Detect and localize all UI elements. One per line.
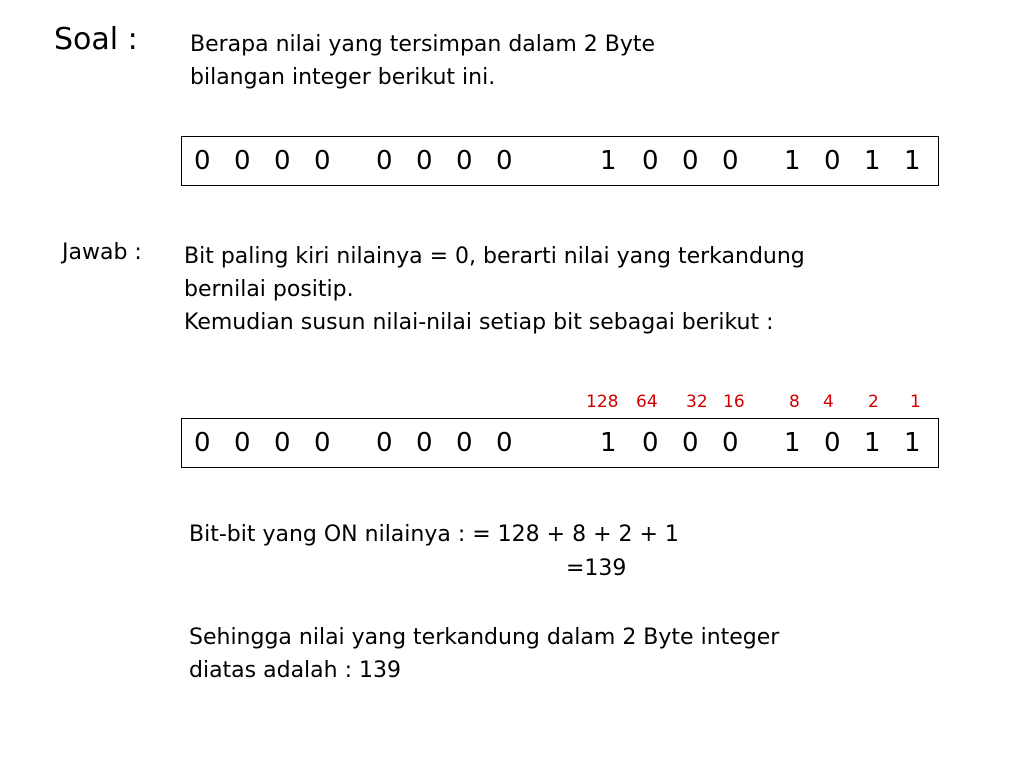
bit-cell: 0 xyxy=(376,146,393,176)
bit-cell: 0 xyxy=(416,146,433,176)
bit-weight: 1 xyxy=(910,392,921,412)
conclusion-line-2: diatas adalah : 139 xyxy=(189,658,401,683)
bit-cell: 1 xyxy=(600,428,617,458)
bit-cell: 1 xyxy=(904,428,921,458)
bit-cell: 0 xyxy=(194,146,211,176)
conclusion-line-1: Sehingga nilai yang terkandung dalam 2 Byte integer xyxy=(189,625,780,650)
bit-cell: 0 xyxy=(234,428,251,458)
calc-result: =139 xyxy=(566,556,627,581)
bit-cell: 1 xyxy=(600,146,617,176)
soal-label: Soal : xyxy=(54,22,138,57)
bit-cell: 0 xyxy=(496,428,513,458)
bit-cell: 1 xyxy=(864,146,881,176)
bit-weight: 64 xyxy=(636,392,658,412)
bit-cell: 0 xyxy=(682,146,699,176)
bit-cell: 0 xyxy=(456,146,473,176)
bit-cell: 0 xyxy=(722,428,739,458)
bit-weight: 8 xyxy=(789,392,800,412)
bit-cell: 0 xyxy=(642,146,659,176)
bit-box-question xyxy=(181,136,939,186)
bit-weight: 128 xyxy=(586,392,619,412)
bit-cell: 0 xyxy=(642,428,659,458)
bit-weight: 16 xyxy=(723,392,745,412)
bit-box-answer xyxy=(181,418,939,468)
bit-cell: 1 xyxy=(784,428,801,458)
jawab-text-line-3: Kemudian susun nilai-nilai setiap bit sebagai berikut : xyxy=(184,310,774,335)
bit-cell: 0 xyxy=(274,146,291,176)
bit-cell: 1 xyxy=(784,146,801,176)
bit-cell: 0 xyxy=(824,146,841,176)
bit-cell: 0 xyxy=(682,428,699,458)
soal-text-line-1: Berapa nilai yang tersimpan dalam 2 Byte xyxy=(190,32,656,57)
bit-cell: 0 xyxy=(722,146,739,176)
bit-cell: 0 xyxy=(234,146,251,176)
bit-cell: 0 xyxy=(496,146,513,176)
bit-cell: 0 xyxy=(456,428,473,458)
jawab-label: Jawab : xyxy=(62,240,142,265)
jawab-text-line-2: bernilai positip. xyxy=(184,277,354,302)
calc-line-1: Bit-bit yang ON nilainya : = 128 + 8 + 2 + 1 xyxy=(189,522,679,547)
bit-cell: 0 xyxy=(416,428,433,458)
soal-text-line-2: bilangan integer berikut ini. xyxy=(190,65,496,90)
bit-weight: 4 xyxy=(823,392,834,412)
jawab-text-line-1: Bit paling kiri nilainya = 0, berarti nilai yang terkandung xyxy=(184,244,805,269)
bit-weight: 32 xyxy=(686,392,708,412)
bit-cell: 0 xyxy=(314,146,331,176)
bit-cell: 1 xyxy=(864,428,881,458)
bit-cell: 0 xyxy=(314,428,331,458)
bit-weight: 2 xyxy=(868,392,879,412)
bit-cell: 1 xyxy=(904,146,921,176)
bit-cell: 0 xyxy=(274,428,291,458)
bit-cell: 0 xyxy=(824,428,841,458)
bit-cell: 0 xyxy=(194,428,211,458)
bit-cell: 0 xyxy=(376,428,393,458)
